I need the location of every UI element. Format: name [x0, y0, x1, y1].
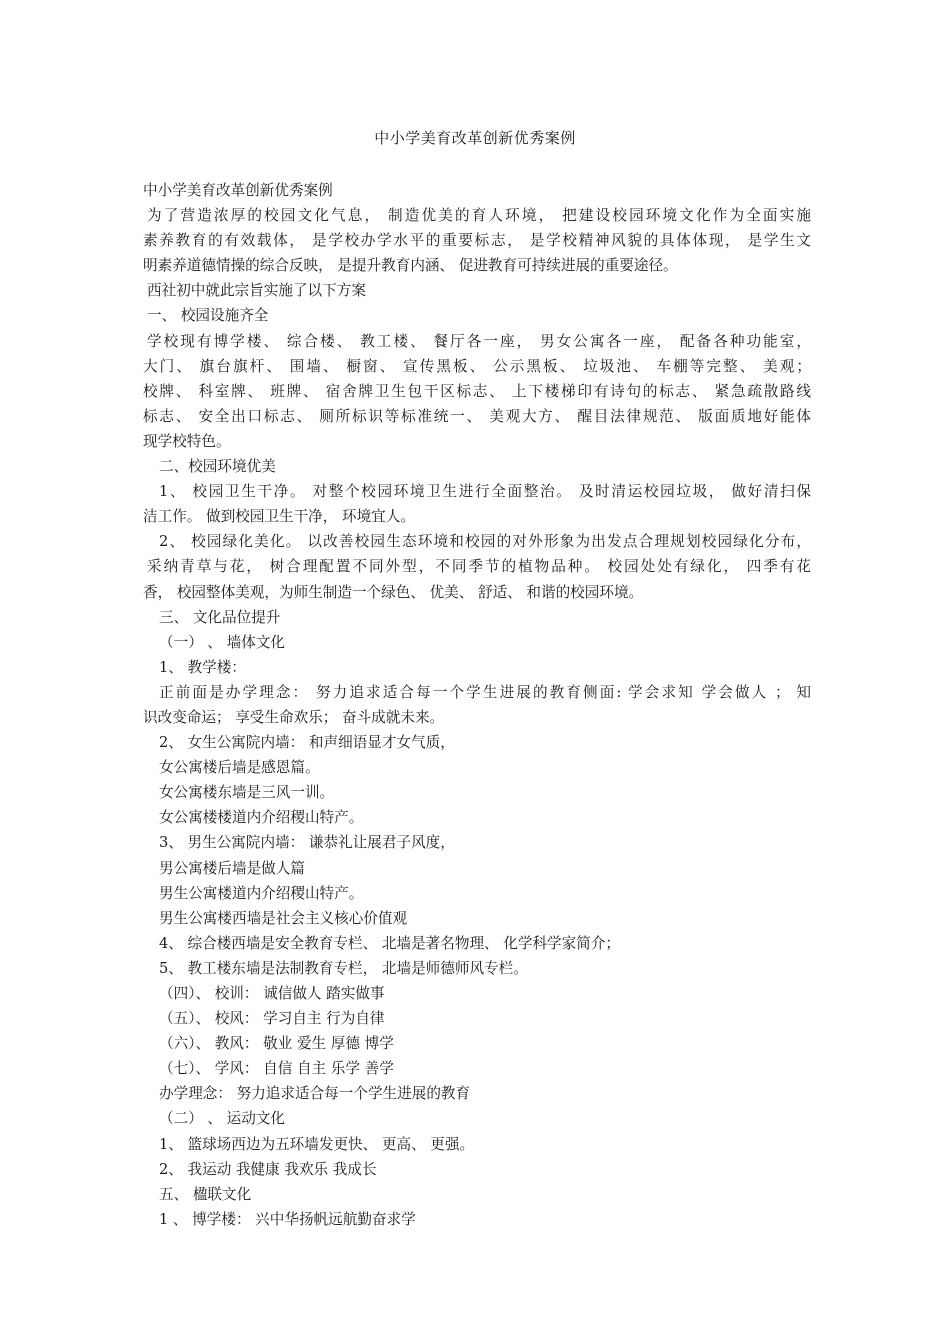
text-line: （二） 、 运动文化 [159, 1110, 286, 1128]
text-line: 学校现有博学楼、 综合楼、 教工楼、 餐厅各一座， 男女公寓各一座， 配备各种功能室， [147, 332, 811, 350]
text-line: 一、 校园设施齐全 [147, 307, 269, 325]
text-line: 中小学美育改革创新优秀案例 [143, 182, 333, 199]
text-line: 2、 我运动 我健康 我欢乐 我成长 [159, 1160, 377, 1178]
text-line: 素养教育的有效载体， 是学校办学水平的重要标志， 是学校精神风貌的具体体现， 是学生文 [143, 232, 811, 250]
text-line: 为了营造浓厚的校园文化气息， 制造优美的育人环境， 把建设校园环境文化作为全面实施 [147, 207, 811, 225]
text-line: 现学校特色。 [143, 432, 231, 450]
text-line: （一） 、 墙体文化 [159, 633, 286, 651]
text-line: 4、 综合楼西墙是安全教育专栏、 北墙是著名物理、 化学科学家简介； [159, 934, 621, 952]
text-line: 男生公寓楼西墙是社会主义核心价值观 [159, 909, 408, 927]
text-line: 5、 教工楼东墙是法制教育专栏， 北墙是师德师风专栏。 [159, 959, 528, 977]
text-line: （七）、 学风： 自信 自主 乐学 善学 [159, 1060, 394, 1078]
text-line: 明素养道德情操的综合反映， 是提升教育内涵、 促进教育可持续进展的重要途径。 [143, 257, 678, 275]
text-line: 五、 楹联文化 [159, 1185, 252, 1203]
text-line: 采纳青草与花， 树合理配置不同外型，不同季节的植物品种。 校园处处有绿化， 四季有花 [147, 558, 811, 576]
document-body [143, 178, 811, 1232]
text-line: 女公寓楼后墙是感恩篇。 [159, 759, 320, 777]
text-line: 1、 篮球场西边为五环墙发更快、 更高、 更强。 [159, 1135, 475, 1153]
text-line: 三、 文化品位提升 [159, 608, 281, 626]
text-line: 女公寓楼东墙是三风一训。 [159, 784, 335, 802]
text-line: （五）、 校风： 学习自主 行为自律 [159, 1010, 385, 1028]
text-line: 1 、 博学楼： 兴中华扬帆远航勤奋求学 [159, 1210, 416, 1228]
text-line: 西社初中就此宗旨实施了以下方案 [147, 282, 366, 300]
text-line: 男生公寓楼道内介绍稷山特产。 [159, 884, 364, 902]
text-line: 2、 女生公寓院内墙： 和声细语显才女气质， [159, 734, 455, 752]
text-line: 校牌、 科室牌、 班牌、 宿舍牌卫生包干区标志、 上下楼梯印有诗句的标志、 紧急疏散路线 [143, 382, 811, 400]
text-line: 1、 校园卫生干净。 对整个校园环境卫生进行全面整治。 及时清运校园垃圾， 做好清扫保 [159, 483, 811, 501]
text-line: 二、校园环境优美 [159, 458, 276, 476]
text-line: 2、 校园绿化美化。 以改善校园生态环境和校园的对外形象为出发点合理规划校园绿化分布， [159, 533, 811, 551]
text-line: 标志、 安全出口标志、 厕所标识等标准统一、 美观大方、 醒目法律规范、 版面质地好能体 [143, 407, 811, 425]
text-line: 正前面是办学理念： 努力追求适合每一个学生进展的教育侧面: 学会求知 学会做人 ； 知 [159, 683, 811, 701]
text-line: 3、 男生公寓院内墙： 谦恭礼让展君子风度， [159, 834, 455, 852]
text-line: （四）、 校训： 诚信做人 踏实做事 [159, 985, 385, 1002]
text-line: 识改变命运； 享受生命欢乐； 奋斗成就未来。 [143, 708, 445, 726]
text-line: 办学理念： 努力追求适合每一个学生进展的教育 [159, 1085, 471, 1103]
text-line: 洁工作。 做到校园卫生干净， 环境宜人。 [143, 508, 415, 526]
text-line: 大门、 旗台旗杆、 围墙、 橱窗、 宣传黑板、 公示黑板、 垃圾池、 车棚等完整、 美观； [143, 357, 811, 375]
text-line: 香， 校园整体美观，为师生制造一个绿色、 优美、 舒适、 和谐的校园环境。 [143, 583, 644, 601]
text-line: 1、 教学楼： [159, 658, 246, 676]
text-line: 男公寓楼后墙是做人篇 [159, 859, 305, 877]
document-title: 中小学美育改革创新优秀案例 [374, 129, 576, 147]
text-line: 女公寓楼楼道内介绍稷山特产。 [159, 809, 364, 827]
text-line: （六）、 教风： 敬业 爱生 厚德 博学 [159, 1035, 394, 1053]
